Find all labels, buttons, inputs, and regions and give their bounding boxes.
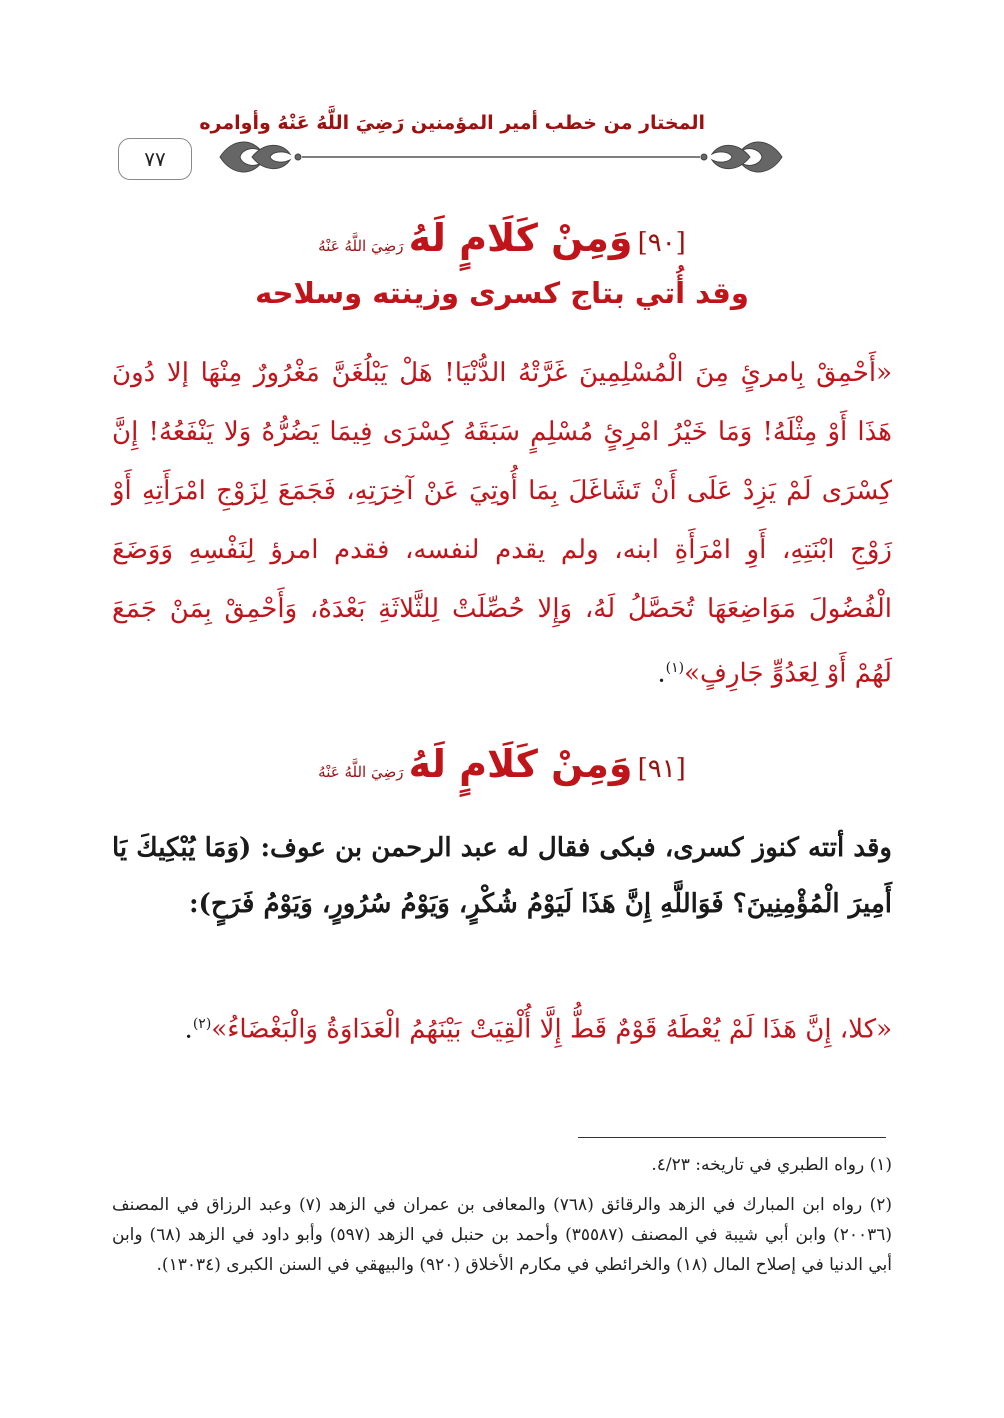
footnote-2-marker: (٢) [869,1195,893,1215]
section-91-honorific: رَضِيَ اللَّهُ عَنْهُ [318,763,404,781]
section-90-number: [٩٠] [637,228,686,258]
page-number [118,138,192,180]
section-90-heading [0,216,1004,260]
section-91-heading [0,742,1004,786]
section-91-intro: وقد أتته كنوز كسرى، فبكى فقال له عبد الرحمن بن عوف: (وَمَا يُبْكِيكَ يَا أَمِيرَ الْمُؤْمِنِينَ؟ فَوَاللَّهِ إِنَّ هَذَا لَيَوْمُ شُكْرٍ، وَيَوْمُ سُرُورٍ، وَيَوْمُ فَرَحٍ): [112,833,892,919]
footnote-2-text: رواه ابن المبارك في الزهد والرقائق (٧٦٨) والمعافى بن عمران في الزهد (٧) وعبد الرزاق في المصنف (٢٠٠٣٦) وابن أبي شيبة في المصنف (٣٥٥٨٧) وأحمد بن حنبل في الزهد (٥٩٧) وأبو داود في الزهد (٦٨) وابن أبي الدنيا في إصلاح المال (١٨) والخرائطي في مكارم الأخلاق (٩٢٠) والبيهقي في السنن الكبرى (١٣٠٣٤). [112,1195,892,1275]
section-90-title: وَمِنْ كَلَامٍ لَهُ [408,216,633,260]
quote-text-91: «كلا، إِنَّ هَذَا لَمْ يُعْطَهُ قَوْمٌ قَطُّ إِلَّا أُلْقِيَتْ بَيْنَهُمُ الْعَدَاوَةُ وَالْبَغْضَاءُ» [211,1014,892,1045]
footnote-2 [112,1190,892,1280]
quote-text-90: «أَحْمِقْ بِامرئٍ مِنَ الْمُسْلِمِينَ غَرَّتْهُ الدُّنْيَا! هَلْ يَبْلُغَنَّ مَغْرُورٌ مِنْهَا إلا دُونَ هَذَا أَوْ مِثْلَهُ! وَمَا خَيْرُ امْرِئٍ مُسْلِمٍ سَبَقَهُ كِسْرَى فِيمَا يَضُرُّهُ وَلا يَنْفَعُهُ! إِنَّ كِسْرَى لَمْ يَزِدْ عَلَى أَنْ تَشَاغَلَ بِمَا أُوتِيَ عَنْ آخِرَتِهِ، فَجَمَعَ لِزَوْجِ امْرَأَتِهِ أَوْ زَوْجِ ابْنَتِهِ، أَوِ امْرَأَةِ ابنه، ولم يقدم لنفسه، فقدم امرؤ لِنَفْسِهِ وَوَضَعَ الْفُضُولَ مَوَاضِعَهَا تُحَصَّلُ لَهُ، وَإِلا حُصِّلَتْ لِلثَّلاثَةِ بَعْدَهُ، وَأَحْمِقْ بِمَنْ جَمَعَ لَهُمْ أَوْ لِعَدُوٍّ جَارِفٍ» [112,358,892,689]
footnote-1 [112,1150,892,1180]
running-title: المختار من خطب أمير المؤمنين رَضِيَ اللَّهُ عَنْهُ وأوامره [199,112,705,134]
footnote-ref-2: (٢) [192,1016,212,1032]
footnote-ref-1: (١) [665,660,685,676]
page-number-text: ٧٧ [144,147,166,171]
section-90-honorific: رَضِيَ اللَّهُ عَنْهُ [318,237,404,255]
section-90-text: «أَحْمِقْ بِامرئٍ مِنَ الْمُسْلِمِينَ غَرَّتْهُ الدُّنْيَا! هَلْ يَبْلُغَنَّ مَغْرُورٌ مِنْهَا إلا دُونَ هَذَا أَوْ مِثْلَهُ! وَمَا خَيْرُ امْرِئٍ مُسْلِمٍ سَبَقَهُ كِسْرَى فِيمَا يَضُرُّهُ وَلا يَنْفَعُهُ! إِنَّ كِسْرَى لَمْ يَزِدْ عَلَى أَنْ تَشَاغَلَ بِمَا أُوتِيَ عَنْ آخِرَتِهِ، فَجَمَعَ لِزَوْجِ امْرَأَتِهِ أَوْ زَوْجِ ابْنَتِهِ، أَوِ امْرَأَةِ ابنه، ولم يقدم لنفسه، فقدم امرؤ لِنَفْسِهِ وَوَضَعَ الْفُضُولَ مَوَاضِعَهَا تُحَصَّلُ لَهُ، وَإِلا حُصِّلَتْ لِلثَّلاثَةِ بَعْدَهُ، وَأَحْمِقْ بِمَنْ جَمَعَ لَهُمْ أَوْ لِعَدُوٍّ جَارِفٍ»$^{(١)}$. [112,358,892,689]
footnote-divider [578,1137,886,1138]
footnote-1-text: رواه الطبري في تاريخه: ٤/٢٣. [651,1155,865,1175]
footnote-1-marker: (١) [869,1155,892,1175]
section-90-subtitle: وقد أُتي بتاج كسرى وزينته وسلاحه [255,276,749,310]
section-91-title: وَمِنْ كَلَامٍ لَهُ [408,742,633,786]
section-91-text: «كلا، إِنَّ هَذَا لَمْ يُعْطَهُ قَوْمٌ قَطُّ إِلَّا أُلْقِيَتْ بَيْنَهُمُ الْعَدَاوَةُ وَالْبَغْضَاءُ»$^{(٢)}$. [184,1014,892,1045]
section-91-number: [٩١] [637,754,686,784]
